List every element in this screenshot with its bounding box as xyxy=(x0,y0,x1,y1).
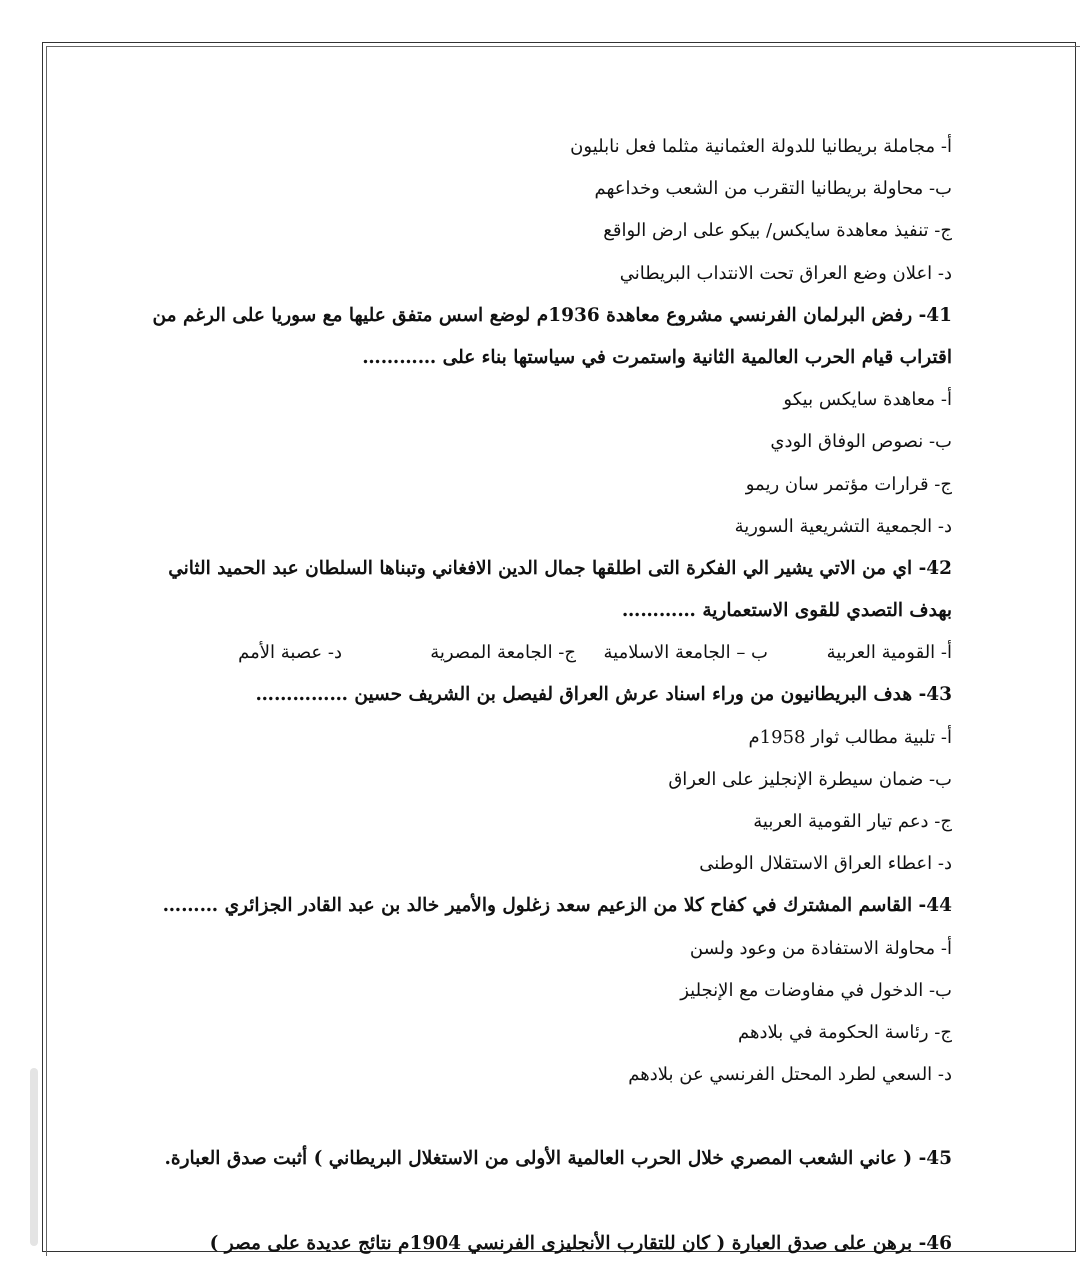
q43-option-c: ج- دعم تيار القومية العربية xyxy=(753,811,952,832)
q42-text-line2: بهدف التصدي للقوى الاستعمارية ………… xyxy=(621,600,952,622)
spacer xyxy=(122,1096,952,1138)
q40-option-b: ب- محاولة بريطانيا التقرب من الشعب وخداعهم xyxy=(594,178,952,200)
q46-text: 46- برهن على صدق العبارة ( كان للتقارب الأنجليزى الفرنسي 1904م نتائج عديدة على مصر ) xyxy=(209,1232,952,1254)
q45-text: 45- ( عاني الشعب المصري خلال الحرب العالمية الأولى من الاستغلال البريطاني ) أثبت صدق العبارة. xyxy=(164,1148,952,1170)
q44-option-c: ج- رئاسة الحكومة في بلادهم xyxy=(738,1021,952,1043)
q41-option-c: ج- قرارات مؤتمر سان ريمو xyxy=(745,473,952,495)
q40-option-c: ج- تنفيذ معاهدة سايكس/ بيكو على ارض الواقع xyxy=(603,220,952,242)
q41-option-a: أ- معاهدة سايكس بيكو xyxy=(783,389,952,411)
scrollbar[interactable] xyxy=(30,1068,38,1246)
q42-options-row xyxy=(122,632,952,674)
q42-option-b: ب – الجامعة الاسلامية xyxy=(603,642,768,664)
q42-text-line1: 42- اي من الاتي يشير الي الفكرة التى اطلقها جمال الدين الافغاني وتبناها السلطان عبد الحميد الثاني xyxy=(168,557,952,579)
q40-option-d: د- اعلان وضع العراق تحت الانتداب البريطاني xyxy=(619,262,952,284)
q44-option-d: د- السعي لطرد المحتل الفرنسي عن بلادهم xyxy=(628,1064,952,1086)
spacer xyxy=(122,1181,952,1223)
q43-option-a: أ- تلبية مطالب ثوار 1958م xyxy=(748,726,952,748)
q41-text-line2: اقتراب قيام الحرب العالمية الثانية واستمرت في سياستها بناء على ………… xyxy=(362,346,952,368)
q42-option-a: أ- القومية العربية xyxy=(826,642,952,664)
q43-text: 43- هدف البريطانيون من وراء اسناد عرش العراق لفيصل بن الشريف حسين …………… xyxy=(255,684,952,706)
q40-option-a: أ- مجاملة بريطانيا للدولة العثمانية مثلما فعل نابليون xyxy=(570,136,952,157)
q41-option-d: د- الجمعية التشريعية السورية xyxy=(734,515,952,537)
q44-option-b: ب- الدخول في مفاوضات مع الإنجليز xyxy=(680,979,952,1001)
q44-option-a: أ- محاولة الاستفادة من وعود ولسن xyxy=(689,937,952,959)
exam-content xyxy=(122,126,952,1265)
q42-option-d: د- عصبة الأمم xyxy=(238,642,342,664)
q44-text: 44- القاسم المشترك في كفاح كلا من الزعيم سعد زغلول والأمير خالد بن عبد القادر الجزائري ……… xyxy=(162,895,952,917)
q43-option-d: د- اعطاء العراق الاستقلال الوطنى xyxy=(699,853,952,875)
q41-text-line1: 41- رفض البرلمان الفرنسي مشروع معاهدة 1936م لوضع اسس متفق عليها مع سوريا على الرغم من xyxy=(152,304,952,326)
q42-option-c: ج- الجامعة المصرية xyxy=(430,642,576,664)
q41-option-b: ب- نصوص الوفاق الودي xyxy=(770,431,952,453)
q43-option-b: ب- ضمان سيطرة الإنجليز على العراق xyxy=(668,768,952,790)
